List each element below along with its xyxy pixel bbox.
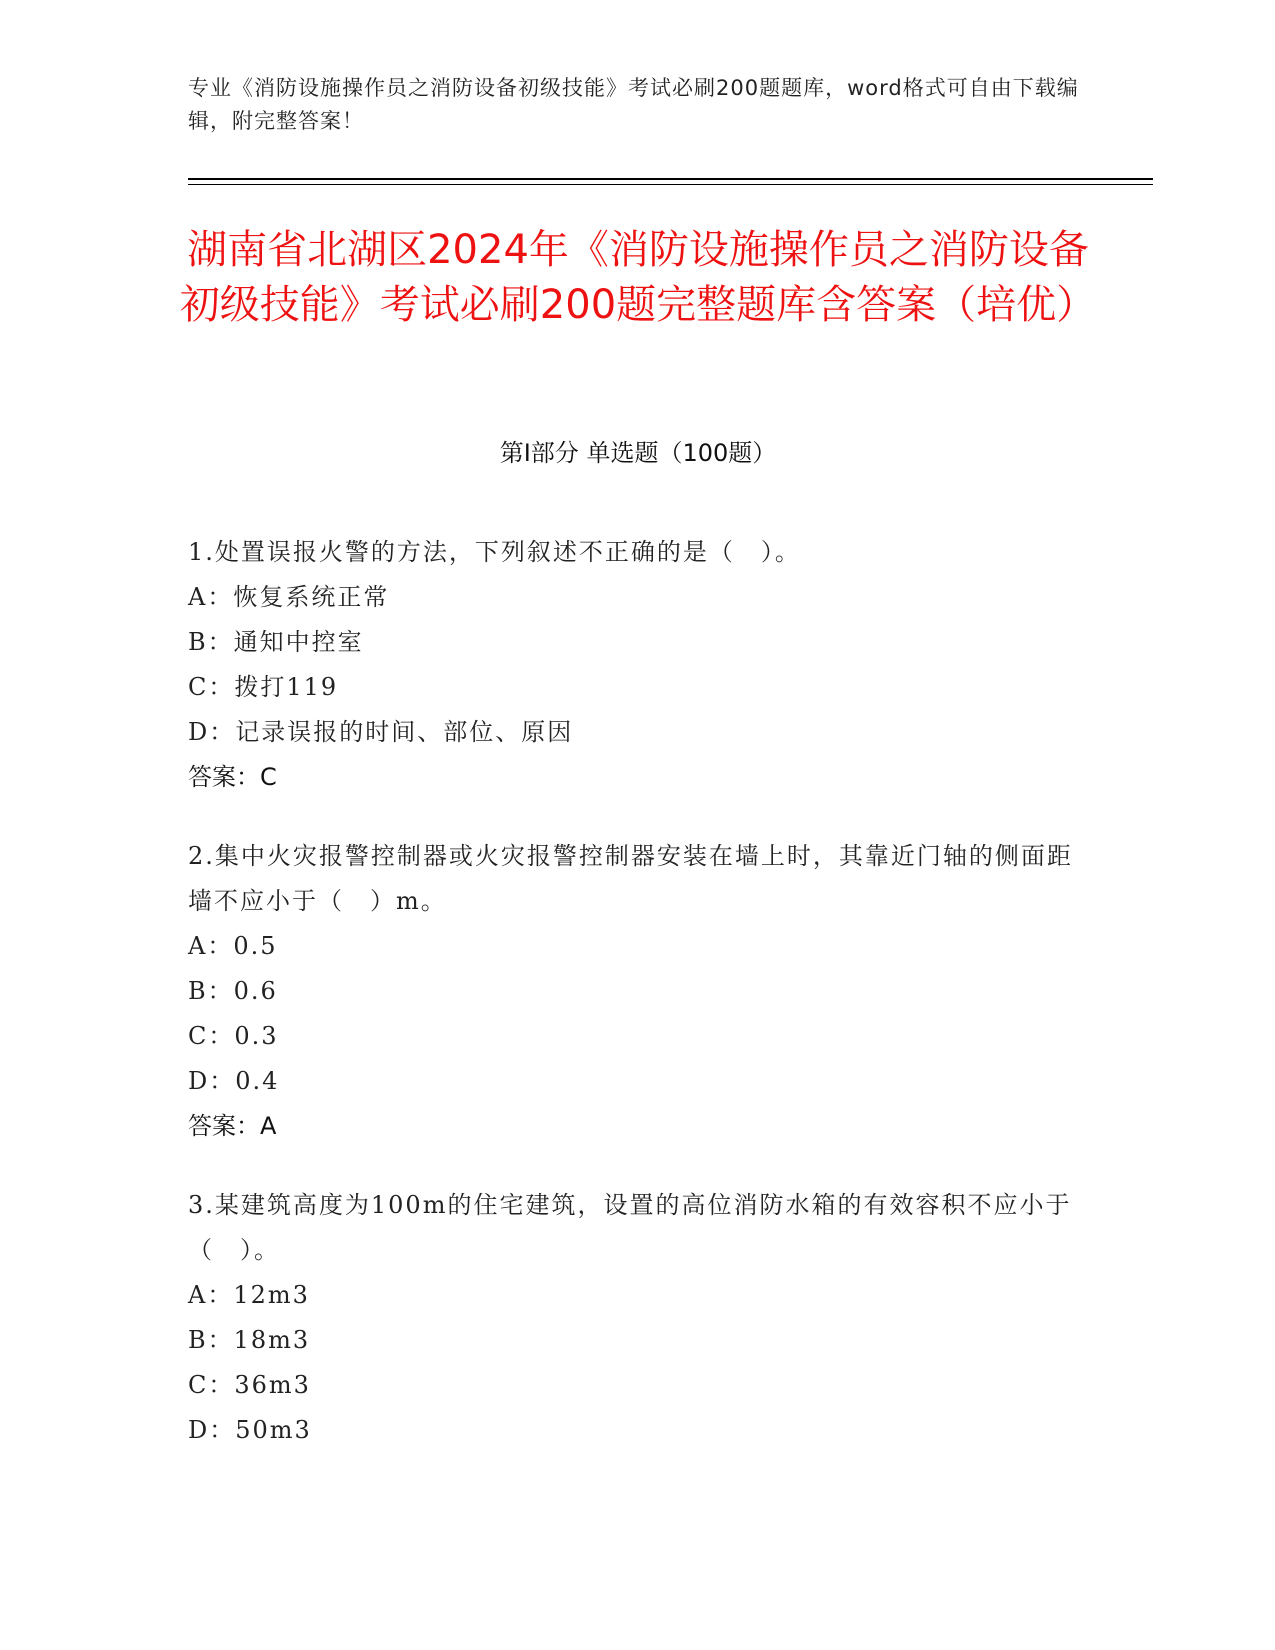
option-d: D：50m3 bbox=[188, 1416, 312, 1444]
question-1 bbox=[188, 530, 1088, 800]
question-2 bbox=[188, 834, 1088, 1149]
option-a: A：恢复系统正常 bbox=[188, 583, 390, 611]
option-a: A：0.5 bbox=[188, 932, 278, 960]
answer: 答案：C bbox=[188, 763, 277, 791]
question-stem: 2.集中火灾报警控制器或火灾报警控制器安装在墙上时，其靠近门轴的侧面距墙不应小于（ ）m。 bbox=[188, 842, 1073, 915]
option-b: B：0.6 bbox=[188, 977, 278, 1005]
header-note: 专业《消防设施操作员之消防设备初级技能》考试必刷200题题库，word格式可自由下载编辑，附完整答案！ bbox=[188, 76, 1079, 133]
option-c: C：36m3 bbox=[188, 1371, 311, 1399]
option-d: D：0.4 bbox=[188, 1067, 280, 1095]
option-b: B：18m3 bbox=[188, 1326, 311, 1354]
header-rule-thin bbox=[188, 184, 1153, 185]
section-title: 第I部分 单选题（100题） bbox=[499, 439, 777, 467]
option-a: A：12m3 bbox=[188, 1281, 310, 1309]
answer: 答案：A bbox=[188, 1112, 277, 1140]
question-3 bbox=[188, 1183, 1088, 1453]
question-stem: 1.处置误报火警的方法，下列叙述不正确的是（ ）。 bbox=[188, 538, 801, 566]
header-rule-thick bbox=[188, 178, 1153, 180]
question-stem: 3.某建筑高度为100m的住宅建筑，设置的高位消防水箱的有效容积不应小于（ ）。 bbox=[188, 1191, 1072, 1264]
option-c: C：拨打119 bbox=[188, 673, 339, 701]
question-list bbox=[188, 530, 1088, 1487]
option-b: B：通知中控室 bbox=[188, 628, 364, 656]
document-title: 湖南省北湖区2024年《消防设施操作员之消防设备初级技能》考试必刷200题完整题库含答案（培优） bbox=[179, 227, 1097, 328]
option-c: C：0.3 bbox=[188, 1022, 279, 1050]
option-d: D：记录误报的时间、部位、原因 bbox=[188, 718, 574, 746]
